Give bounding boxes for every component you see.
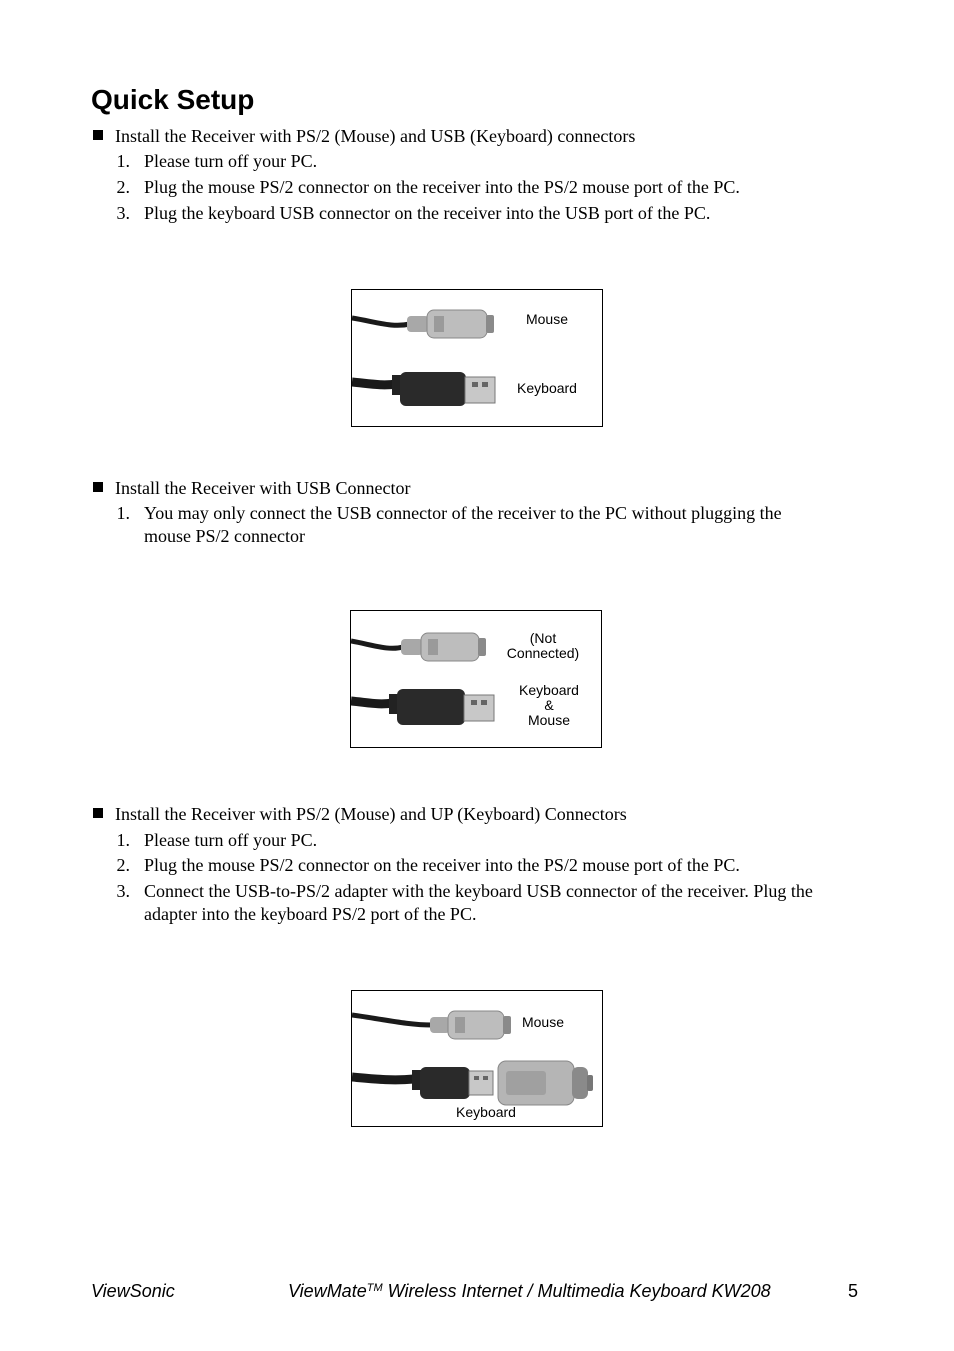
step-text: Connect the USB-to-PS/2 adapter with the keyboard USB connector of the receiver. Plug the	[144, 881, 813, 901]
step-text-continued: mouse PS/2 connector	[144, 526, 305, 546]
step-text-continued: adapter into the keyboard PS/2 port of the PC.	[144, 904, 477, 924]
section3-heading: Install the Receiver with PS/2 (Mouse) and UP (Keyboard) Connectors	[115, 804, 627, 824]
connector-photo-3	[351, 990, 603, 1127]
step-text: You may only connect the USB connector of the receiver to the PC without plugging the	[144, 503, 782, 523]
trademark-mark: TM	[366, 1282, 383, 1294]
page-number: 5	[848, 1281, 859, 1301]
step-text: Please turn off your PC.	[144, 830, 318, 850]
step-number: 3.	[116, 881, 130, 901]
step-text: Plug the mouse PS/2 connector on the receiver into the PS/2 mouse port of the PC.	[144, 177, 740, 197]
mouse-label: Mouse	[521, 1014, 565, 1030]
bullet-square-icon	[93, 808, 103, 818]
section2-heading: Install the Receiver with USB Connector	[115, 478, 411, 498]
mouse-label: Mouse	[525, 311, 569, 327]
bullet-square-icon	[93, 130, 103, 140]
step-text: Please turn off your PC.	[144, 151, 318, 171]
step-number: 1.	[116, 151, 130, 171]
footer-brand: ViewSonic	[91, 1281, 175, 1301]
footer-product-prefix: ViewMate	[288, 1281, 367, 1301]
section1-heading: Install the Receiver with PS/2 (Mouse) and USB (Keyboard) connectors	[115, 126, 636, 146]
step-number: 1.	[116, 830, 130, 850]
connector-photo-2	[350, 610, 602, 748]
keyboard-label: Keyboard	[517, 380, 577, 396]
step-text: Plug the mouse PS/2 connector on the receiver into the PS/2 mouse port of the PC.	[144, 855, 740, 875]
keyboard-label: Keyboard	[456, 1104, 516, 1120]
step-number: 3.	[116, 203, 130, 223]
step-number: 2.	[116, 177, 130, 197]
step-number: 1.	[116, 503, 130, 523]
not-connected-label: (Not Connected)	[506, 630, 580, 661]
page-title: Quick Setup	[91, 84, 255, 115]
bullet-square-icon	[93, 482, 103, 492]
step-number: 2.	[116, 855, 130, 875]
connector-photo-1	[351, 289, 603, 427]
footer-product-suffix: Wireless Internet / Multimedia Keyboard KW208	[382, 1281, 771, 1301]
step-text: Plug the keyboard USB connector on the receiver into the USB port of the PC.	[144, 203, 711, 223]
footer-product	[288, 1280, 771, 1302]
keyboard-and-mouse-label: Keyboard & Mouse	[519, 682, 579, 728]
